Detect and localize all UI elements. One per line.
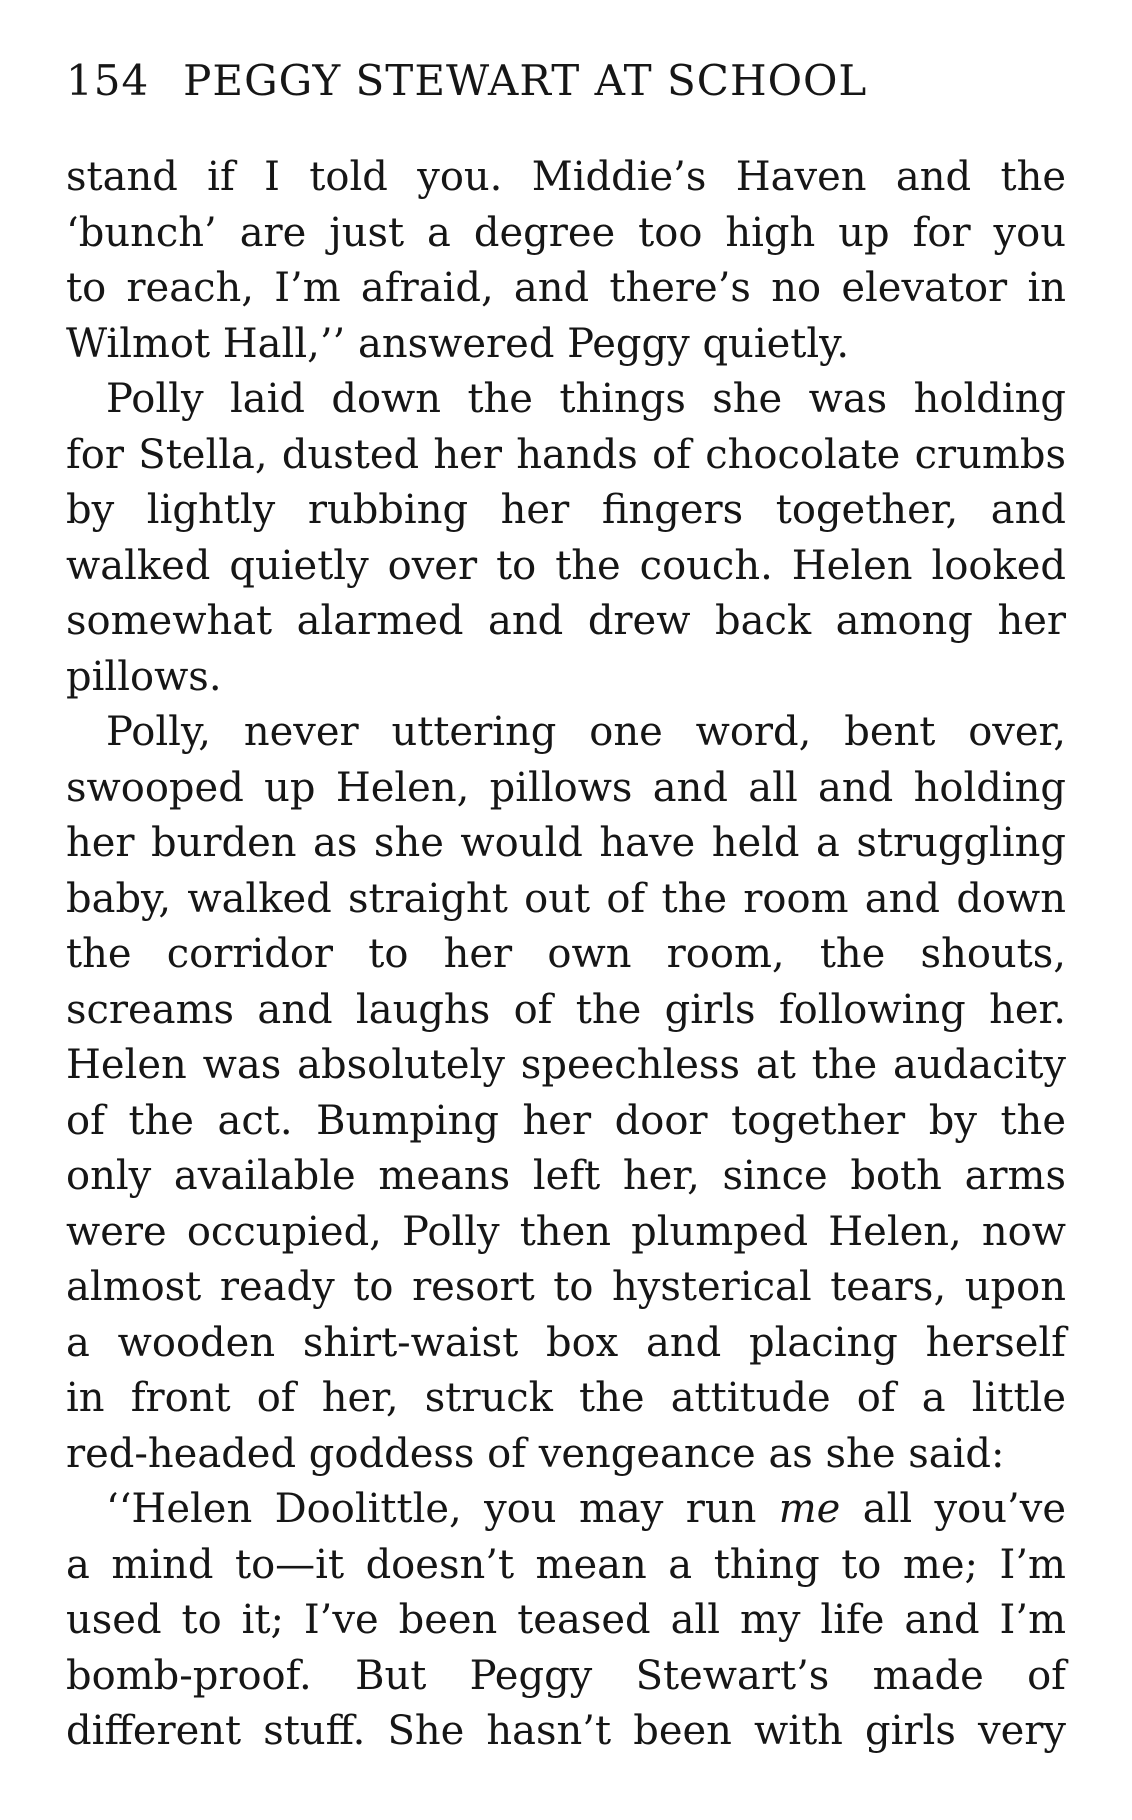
text-line: only available means left her, since both arms [66,1153,1066,1199]
text-line: swooped up Helen, pillows and all and holding [66,764,1066,811]
text-line [66,1482,1066,1538]
text-line: for Stella, dusted her hands of chocolate crumbs [66,431,1066,478]
text-line: Wilmot Hall,’’ answered Peggy quietly. [66,320,850,367]
text-line: stand if I told you. Middie’s Haven and the [66,154,1066,200]
text-line: used to it; I’ve been teased all my life and I’m [66,1597,1066,1643]
text-line: ‘bunch’ are just a degree too high up for you [66,209,1066,256]
text-line: a mind to—it doesn’t mean a thing to me; I’m [66,1541,1066,1588]
text-line: a wooden shirt-waist box and placing herself [66,1319,1066,1366]
text-line: in front of her, struck the attitude of a little [66,1375,1066,1421]
text-line: by lightly rubbing her fingers together, and [66,487,1066,533]
emphasized-word: me [778,1486,841,1532]
text-line: red-headed goddess of vengeance as she said: [66,1430,1005,1477]
text-line: almost ready to resort to hysterical tears, upon [66,1264,1066,1310]
text-line: screams and laughs of the girls following her. [66,986,1066,1033]
text-line: of the act. Bumping her door together by the [66,1097,1066,1144]
text-line: baby, walked straight out of the room and down [66,875,1066,922]
text-line: the corridor to her own room, the shouts, [66,931,1066,977]
page-number: 154 [66,56,150,105]
text-run: all you’ve [840,1486,1066,1532]
text-line: walked quietly over to the couch. Helen looked [66,542,1066,589]
text-line: different stuff. She hasn’t been with girls very [66,1708,1066,1754]
text-line: were occupied, Polly then plumped Helen, now [66,1208,1066,1255]
text-line: Helen was absolutely speechless at the audacity [66,1042,1066,1088]
text-run: ‘‘Helen Doolittle, you may run [106,1486,779,1532]
text-line: pillows. [66,653,222,700]
running-title: PEGGY STEWART AT SCHOOL [183,56,868,105]
text-line: bomb-proof. But Peggy Stewart’s made of [66,1652,1066,1699]
page-header [66,56,986,116]
text-line: Polly laid down the things she was holding [106,376,1066,422]
text-line: her burden as she would have held a struggling [66,820,1066,866]
text-line: somewhat alarmed and drew back among her [66,598,1066,644]
body-text [66,150,1066,1760]
text-line: Polly, never uttering one word, bent over, [106,709,1066,755]
text-line: to reach, I’m afraid, and there’s no elevator in [66,265,1066,311]
